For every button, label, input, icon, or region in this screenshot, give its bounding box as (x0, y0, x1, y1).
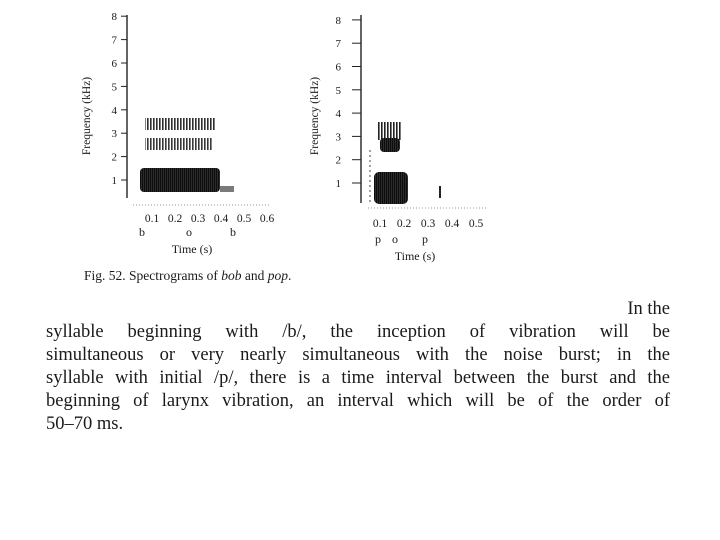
body-paragraph (46, 298, 670, 436)
right-spectrogram (309, 15, 486, 263)
left-x-tick-label: 0.4 (213, 213, 229, 225)
body-line-6: 50–70 ms. (46, 414, 124, 434)
left-y-tick-label: 7 (111, 34, 117, 47)
right-release-burst (439, 186, 441, 198)
left-x-axis-label: Time (s) (171, 242, 213, 256)
right-phoneme-label: o (392, 232, 398, 246)
left-y-tick-label: 6 (111, 58, 117, 70)
figure-caption (84, 268, 291, 284)
left-spectrogram (81, 11, 274, 256)
left-y-tick-label: 2 (111, 151, 117, 164)
right-x-tick-label: 0.4 (444, 218, 460, 230)
right-x-tick-label: 0.1 (372, 218, 388, 230)
body-line-2: syllable beginning with /b/, the inception of vibration will be (46, 322, 670, 342)
caption-suffix: . (288, 268, 292, 283)
left-formant-low (140, 168, 220, 192)
left-x-tick-label: 0.1 (144, 213, 160, 225)
left-phoneme-label: b (139, 225, 145, 239)
left-release-noise (220, 186, 234, 192)
left-y-tick-label: 8 (111, 11, 117, 24)
right-y-tick-label: 1 (335, 178, 341, 190)
caption-middle: and (241, 268, 268, 283)
left-phoneme-label: o (186, 225, 192, 239)
left-y-axis-label: Frequency (kHz) (81, 76, 93, 156)
right-x-tick-label: 0.5 (468, 218, 484, 230)
right-y-tick-label: 6 (335, 61, 341, 74)
right-x-axis-label: Time (s) (394, 249, 436, 263)
left-formant-upper (145, 118, 215, 130)
right-formant-upper (378, 122, 402, 140)
left-x-tick-label: 0.5 (236, 213, 252, 225)
caption-word-pop: pop (267, 268, 288, 283)
right-y-tick-label: 5 (335, 84, 341, 97)
right-y-tick-label: 2 (335, 154, 341, 167)
body-line-3: simultaneous or very nearly simultaneous with the noise burst; in the (46, 345, 670, 365)
left-formant-mid (145, 138, 213, 150)
right-formant-low (374, 172, 408, 204)
right-y-axis-label: Frequency (kHz) (309, 76, 321, 156)
right-y-tick-label: 3 (335, 131, 341, 144)
right-formant-mid (380, 138, 400, 152)
right-phoneme-label: p (375, 232, 381, 246)
body-line-1: In the (627, 299, 670, 319)
left-x-tick-label: 0.6 (259, 213, 275, 225)
right-y-tick-label: 7 (335, 38, 341, 51)
body-line-4: syllable with initial /p/, there is a time interval between the burst and the (46, 368, 670, 388)
caption-prefix: Fig. 52. Spectrograms of (84, 268, 222, 283)
right-x-tick-label: 0.2 (396, 218, 412, 230)
right-phoneme-labels (375, 232, 428, 246)
left-y-tick-label: 4 (111, 104, 117, 117)
left-x-ticks (145, 213, 275, 225)
left-y-tick-label: 1 (111, 175, 117, 187)
right-y-ticks (336, 15, 362, 190)
left-x-tick-label: 0.2 (167, 213, 183, 225)
left-phoneme-labels (139, 225, 236, 239)
right-x-ticks (373, 218, 484, 230)
left-x-tick-label: 0.3 (190, 213, 206, 225)
left-y-ticks (112, 11, 128, 187)
caption-word-bob: bob (221, 268, 242, 283)
left-phoneme-label: b (230, 225, 236, 239)
body-line-5: beginning of larynx vibration, an interval which will be of the order of (46, 391, 670, 411)
right-y-tick-label: 8 (335, 14, 341, 27)
left-y-tick-label: 5 (111, 81, 117, 94)
right-x-tick-label: 0.3 (420, 218, 436, 230)
right-y-tick-label: 4 (335, 108, 341, 121)
right-phoneme-label: p (422, 232, 428, 246)
left-y-tick-label: 3 (111, 128, 117, 141)
